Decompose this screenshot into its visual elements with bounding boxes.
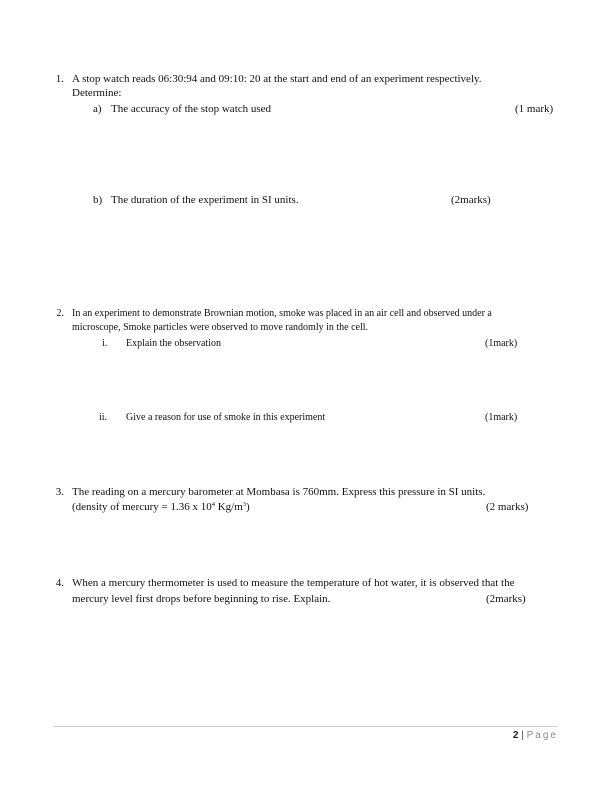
part-label: i.	[102, 338, 108, 349]
part-marks: (2marks)	[451, 194, 491, 206]
question-number: 2.	[56, 308, 64, 319]
question-text: When a mercury thermometer is used to measure the temperature of hot water, it is observed that the	[72, 577, 515, 589]
question-number: 3.	[55, 486, 64, 498]
part-text: Give a reason for use of smoke in this experiment	[126, 412, 326, 423]
question-text: mercury level first drops before beginning to rise. Explain.	[72, 593, 331, 605]
density-formula: (density of mercury = 1.36 x $10^4$ $Kg/m^3$)	[72, 501, 250, 513]
part-label: ii.	[99, 412, 108, 423]
part-marks: (1mark)	[485, 412, 518, 423]
part-label: a)	[93, 103, 102, 115]
part-marks: (1mark)	[485, 338, 518, 349]
question-text: microscope, Smoke particles were observed to move randomly in the cell.	[72, 322, 369, 333]
footer-separator: |	[521, 730, 524, 741]
question-marks: (2marks)	[486, 593, 526, 605]
part-text: The accuracy of the stop watch used	[111, 103, 272, 115]
part-text: Explain the observation	[126, 338, 221, 349]
question-text: A stop watch reads 06:30:94 and 09:10: 20 at the start and end of an experiment respectively.	[72, 73, 482, 85]
page-footer	[513, 730, 558, 741]
page-number: 2	[512, 730, 519, 741]
page-word: Page	[526, 730, 558, 741]
question-number: 4.	[55, 577, 64, 589]
part-text: The duration of the experiment in SI units.	[111, 194, 299, 206]
part-marks: (1 mark)	[515, 103, 554, 115]
question-number: 1.	[55, 73, 64, 85]
question-text: The reading on a mercury barometer at Mombasa is 760mm. Express this pressure in SI units.	[72, 486, 486, 498]
question-marks: (2 marks)	[486, 501, 529, 513]
part-label: b)	[93, 194, 103, 206]
footer-divider	[53, 726, 558, 727]
question-text: Determine:	[72, 87, 122, 99]
question-text: In an experiment to demonstrate Brownian motion, smoke was placed in an air cell and observed under a	[72, 308, 492, 319]
